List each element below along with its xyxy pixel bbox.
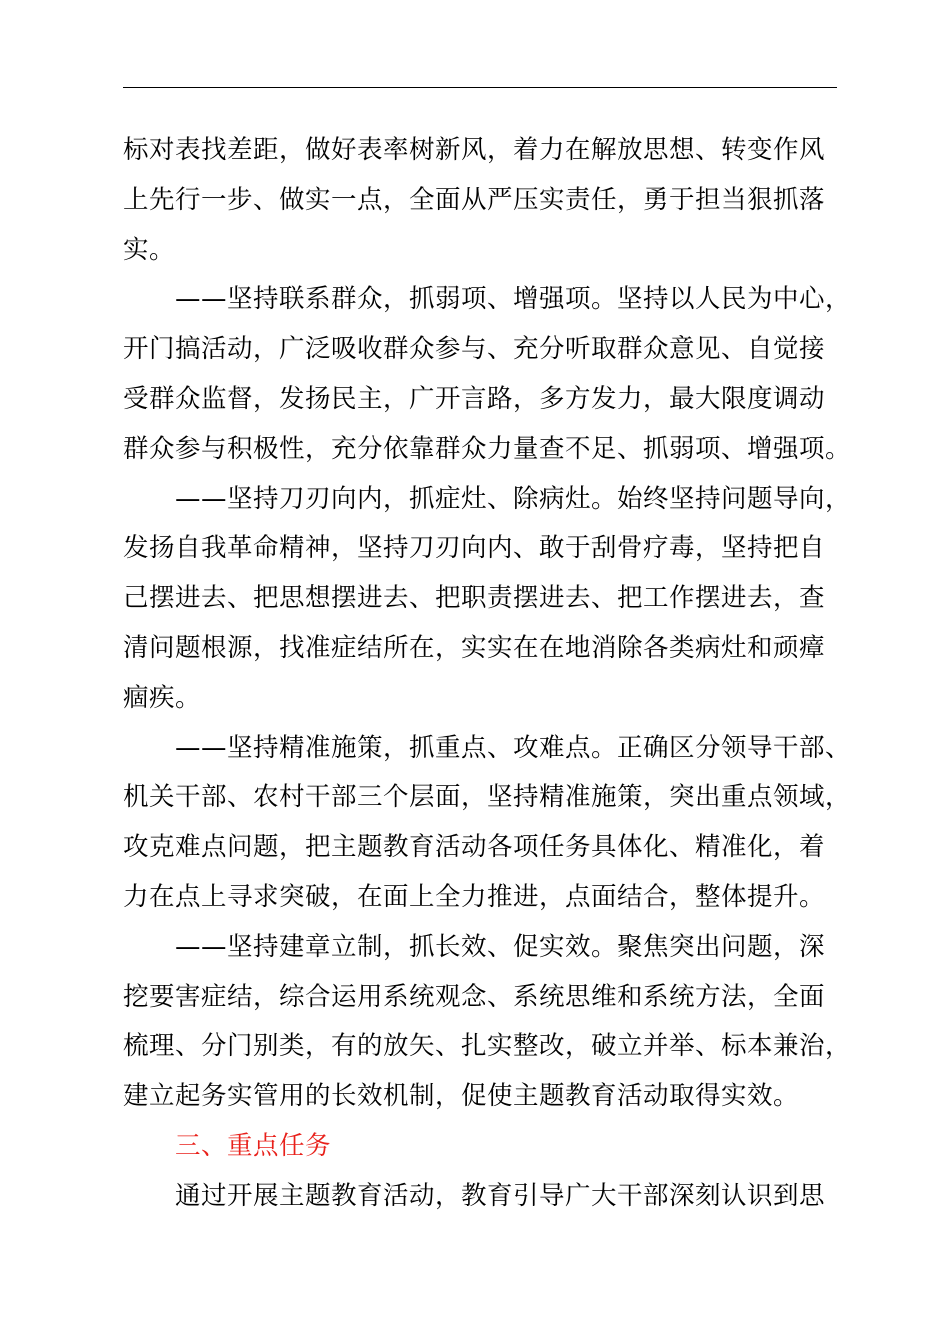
text-line: 清问题根源，找准症结所在，实实在在地消除各类病灶和顽瘴 xyxy=(123,632,826,663)
text-line: 梳理、分门别类，有的放矢、扎实整改，破立并举、标本兼治， xyxy=(123,1031,852,1062)
text-line: 受群众监督，发扬民主，广开言路，多方发力，最大限度调动 xyxy=(123,383,826,414)
text-line: 标对表找差距，做好表率树新风，着力在解放思想、转变作风 xyxy=(123,135,826,165)
paragraph-start-line: ——坚持联系群众，抓弱项、增强项。坚持以人民为中心， xyxy=(175,284,852,315)
text-line: 开门搞活动，广泛吸收群众参与、充分听取群众意见、自觉接 xyxy=(123,334,826,365)
paragraph-start-line: ——坚持刀刃向内，抓症灶、除病灶。始终坚持问题导向， xyxy=(175,483,852,514)
text-line: 己摆进去、把思想摆进去、把职责摆进去、把工作摆进去，查 xyxy=(123,583,826,614)
text-line: 发扬自我革命精神，坚持刀刃向内、敢于刮骨疗毒，坚持把自 xyxy=(123,533,826,564)
text-line: 机关干部、农村干部三个层面，坚持精准施策，突出重点领域， xyxy=(123,782,852,813)
paragraph-start-line: ——坚持精准施策，抓重点、攻难点。正确区分领导干部、 xyxy=(175,732,852,763)
text-line: 攻克难点问题，把主题教育活动各项任务具体化、精准化，着 xyxy=(123,832,826,863)
section-heading: 三、重点任务 xyxy=(175,1130,332,1161)
text-line: 群众参与积极性，充分依靠群众力量查不足、抓弱项、增强项。 xyxy=(123,433,852,464)
text-line: 实。 xyxy=(123,234,176,265)
text-line: 痼疾。 xyxy=(123,682,202,713)
header-rule xyxy=(123,87,837,88)
paragraph-start-line: ——坚持建章立制，抓长效、促实效。聚焦突出问题，深 xyxy=(175,931,826,962)
paragraph-start-line: 通过开展主题教育活动，教育引导广大干部深刻认识到思 xyxy=(175,1180,826,1211)
text-line: 挖要害症结，综合运用系统观念、系统思维和系统方法，全面 xyxy=(123,981,826,1012)
text-line: 建立起务实管用的长效机制，促使主题教育活动取得实效。 xyxy=(123,1081,800,1112)
page-body xyxy=(123,126,863,1222)
text-line: 上先行一步、做实一点，全面从严压实责任，勇于担当狠抓落 xyxy=(123,184,826,215)
text-line: 力在点上寻求突破，在面上全力推进，点面结合，整体提升。 xyxy=(123,881,826,912)
